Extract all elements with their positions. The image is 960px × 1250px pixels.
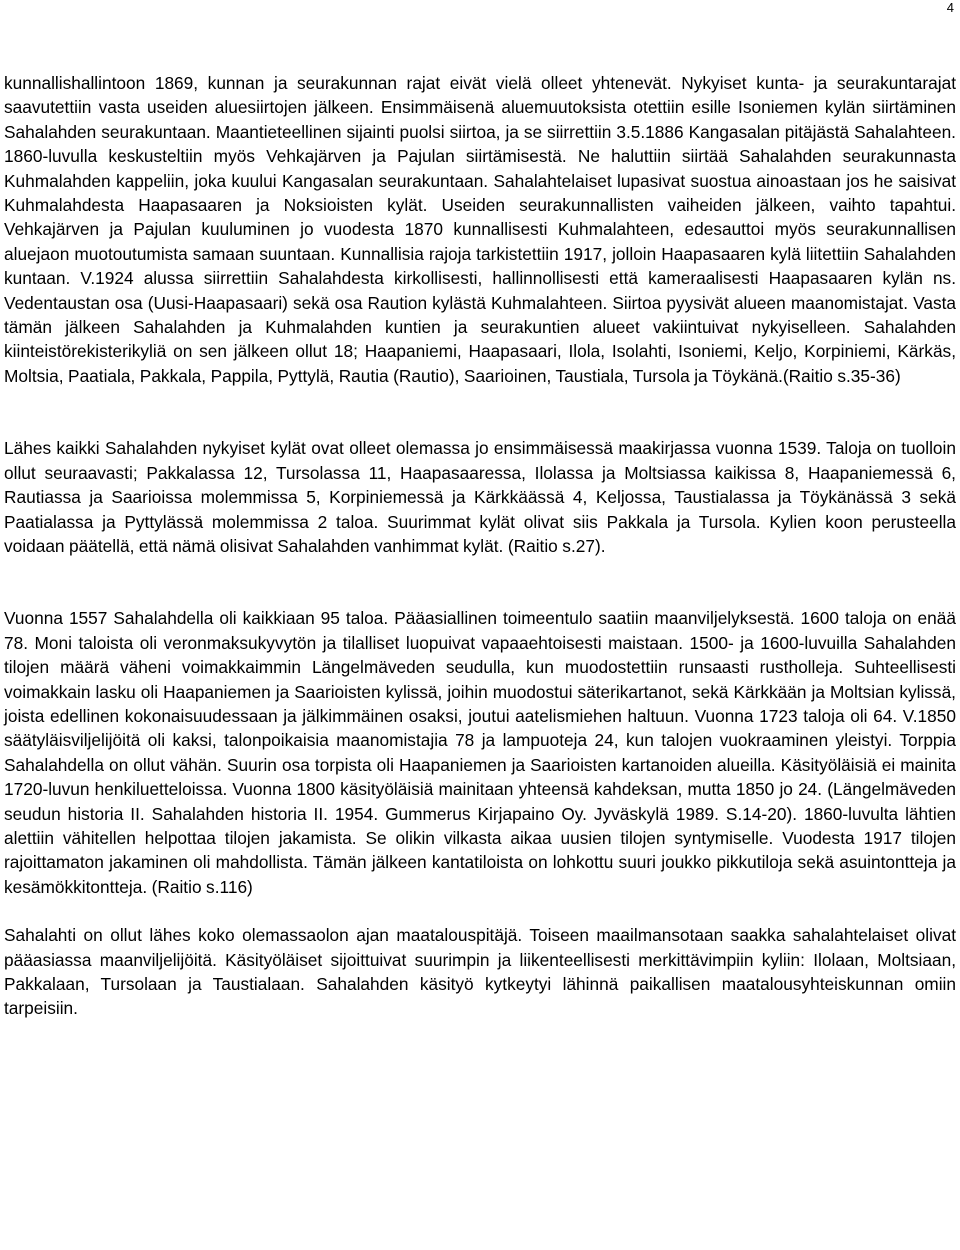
paragraph-spacer <box>4 899 956 923</box>
paragraph-houses-1557: Vuonna 1557 Sahalahdella oli kaikkiaan 95 taloa. Pääasiallinen toimeentulo saatiin maanviljelyksestä. 1600 taloja on enää 78. Moni taloista oli veronmaksukyvytön ja tilalliset luopuivat vapaaehtoisesti maistaan. 1500- ja 1600-luvuilla Sahalahden tilojen määrä väheni voimakkaimmin Längelmäveden seudulla, kun muodostettiin runsaasti rustholleja. Suhteellisesti voimakkain lasku oli Haapaniemen ja Saarioisten kylissä, joihin muodostui säterikartanot, sekä Kärkkään ja Moltsian kylissä, joista edellinen kokonaisuudessaan ja jälkimmäinen osaksi, joutui aatelismiehen haltuun. Vuonna 1723 taloja oli 64. V.1850 säätyläisviljelijöitä oli kaksi, talonpoikaisia maanomistajia 78 ja lampuoteja 24, kun talojen vuokraaminen yleistyi. Torppia Sahalahdella on ollut vähän. Suurin osa torpista oli Haapaniemen ja Saarioisten kartanoiden alueilla. Käsityöläisiä ei mainita 1720-luvun henkiluetteloissa. Vuonna 1800 käsityöläisiä mainitaan yhteensä kahdeksan, mutta 1850 jo 24. (Längelmäveden seudun historia II. Sahalahden historia II. 1954. Gummerus Kirjapaino Oy. Jyväskylä 1989. S.14-20). 1860-luvulta lähtien alettiin vähitellen helpottaa tilojen jakamista. Se olikin vilkasta aikaa uusien tilojen syntymiselle. Vuodesta 1917 tilojen rajoittamaton jakaminen oli mahdollista. Tämän jälkeen kantatiloista on lohkottu suuri joukko pikkutiloja sekä asuintontteja ja kesämökkitontteja. (Raitio s.116) <box>4 608 956 897</box>
paragraph-villages-1539: Lähes kaikki Sahalahden nykyiset kylät ovat olleet olemassa jo ensimmäisessä maakirjassa vuonna 1539. Taloja on tuolloin ollut seuraavasti; Pakkalassa 12, Tursolassa 11, Haapasaaressa, Ilolassa ja Moltsiassa kaikissa 8, Haapaniemessä 6, Rautiassa ja Saarioissa molemmissa 5, Korpiniemessä ja Kärkkäässä 4, Keljossa, Taustialassa ja Töykänässä 3 sekä Paatialassa ja Pyttylässä molemmissa 2 taloa. Suurimmat kylät olivat siis Pakkala ja Tursola. Kylien koon perusteella voidaan päätellä, että nämä olisivat Sahalahden vanhimmat kylät. (Raitio s.27). <box>4 438 956 556</box>
paragraph-agriculture: Sahalahti on ollut lähes koko olemassaolon ajan maatalouspitäjä. Toiseen maailmansotaan saakka sahalahtelaiset olivat pääasiassa maanviljelijöitä. Käsityöläiset sijoittuivat suurimpin ja liikenteellisesti merkittävimpiin kyliin: Ilolaan, Moltsiaan, Pakkalaan, Tursolaan ja Taustialaan. Sahalahden käsityö kytkeytyi lähinnä paikallisen maatalousyhteiskunnan omiin tarpeisiin. <box>4 925 956 1019</box>
page-number: 4 <box>946 0 954 15</box>
document-body <box>4 71 956 1021</box>
paragraph-spacer <box>4 558 956 606</box>
paragraph-spacer <box>4 388 956 436</box>
paragraph-parish-borders: kunnallishallintoon 1869, kunnan ja seurakunnan rajat eivät vielä olleet yhtenevät. Nykyiset kunta- ja seurakuntarajat saavutettiin vasta useiden aluesiirtojen jälkeen. Ensimmäisenä aluemuutoksista otettiin esille Isoniemen kylän siirtäminen Sahalahden seurakuntaan. Maantieteellinen sijainti puolsi siirtoa, ja se siirrettiin 3.5.1886 Kangasalan pitäjästä Sahalahteen. 1860-luvulla keskusteltiin myös Vehkajärven ja Pajulan siirtämisestä. Ne haluttiin siirtää Sahalahden seurakunnasta Kuhmalahden kappeliin, joka kuului Kangasalan seurakuntaan. Sahalahtelaiset lupasivat suostua ainoastaan jos he saisivat Kuhmalahdesta Haapasaaren ja Noksioisten kylät. Useiden seurakunnallisten vaiheiden jälkeen, vaihto tapahtui. Vehkajärven ja Pajulan kuuluminen jo vuodesta 1870 kunnallisesti Kuhmalahteen, edesauttoi myös seurakunnallisen aluejaon muotoutumista samaan suuntaan. Kunnallisia rajoja tarkistettiin 1917, jolloin Haapasaaren kylä liitettiin Sahalahden kuntaan. V.1924 alussa siirrettiin Sahalahdesta kirkollisesti, hallinnollisesti että kameraalisesti Haapasaaren kylän ns. Vedentaustan osa (Uusi-Haapasaari) sekä osa Raution kylästä Kuhmalahteen. Siirtoa pyysivät alueen maanomistajat. Vasta tämän jälkeen Sahalahden ja Kuhmalahden kuntien ja seurakuntien alueet vakiintuivat nykyiselleen. Sahalahden kiinteistörekisterikyliä on sen jälkeen ollut 18; Haapaniemi, Haapasaari, Ilola, Isolahti, Isoniemi, Keljo, Korpiniemi, Kärkäs, Moltsia, Paatiala, Pakkala, Pappila, Pyttylä, Rautia (Rautio), Saarioinen, Taustiala, Tursola ja Töykänä.(Raitio s.35-36) <box>4 73 956 386</box>
